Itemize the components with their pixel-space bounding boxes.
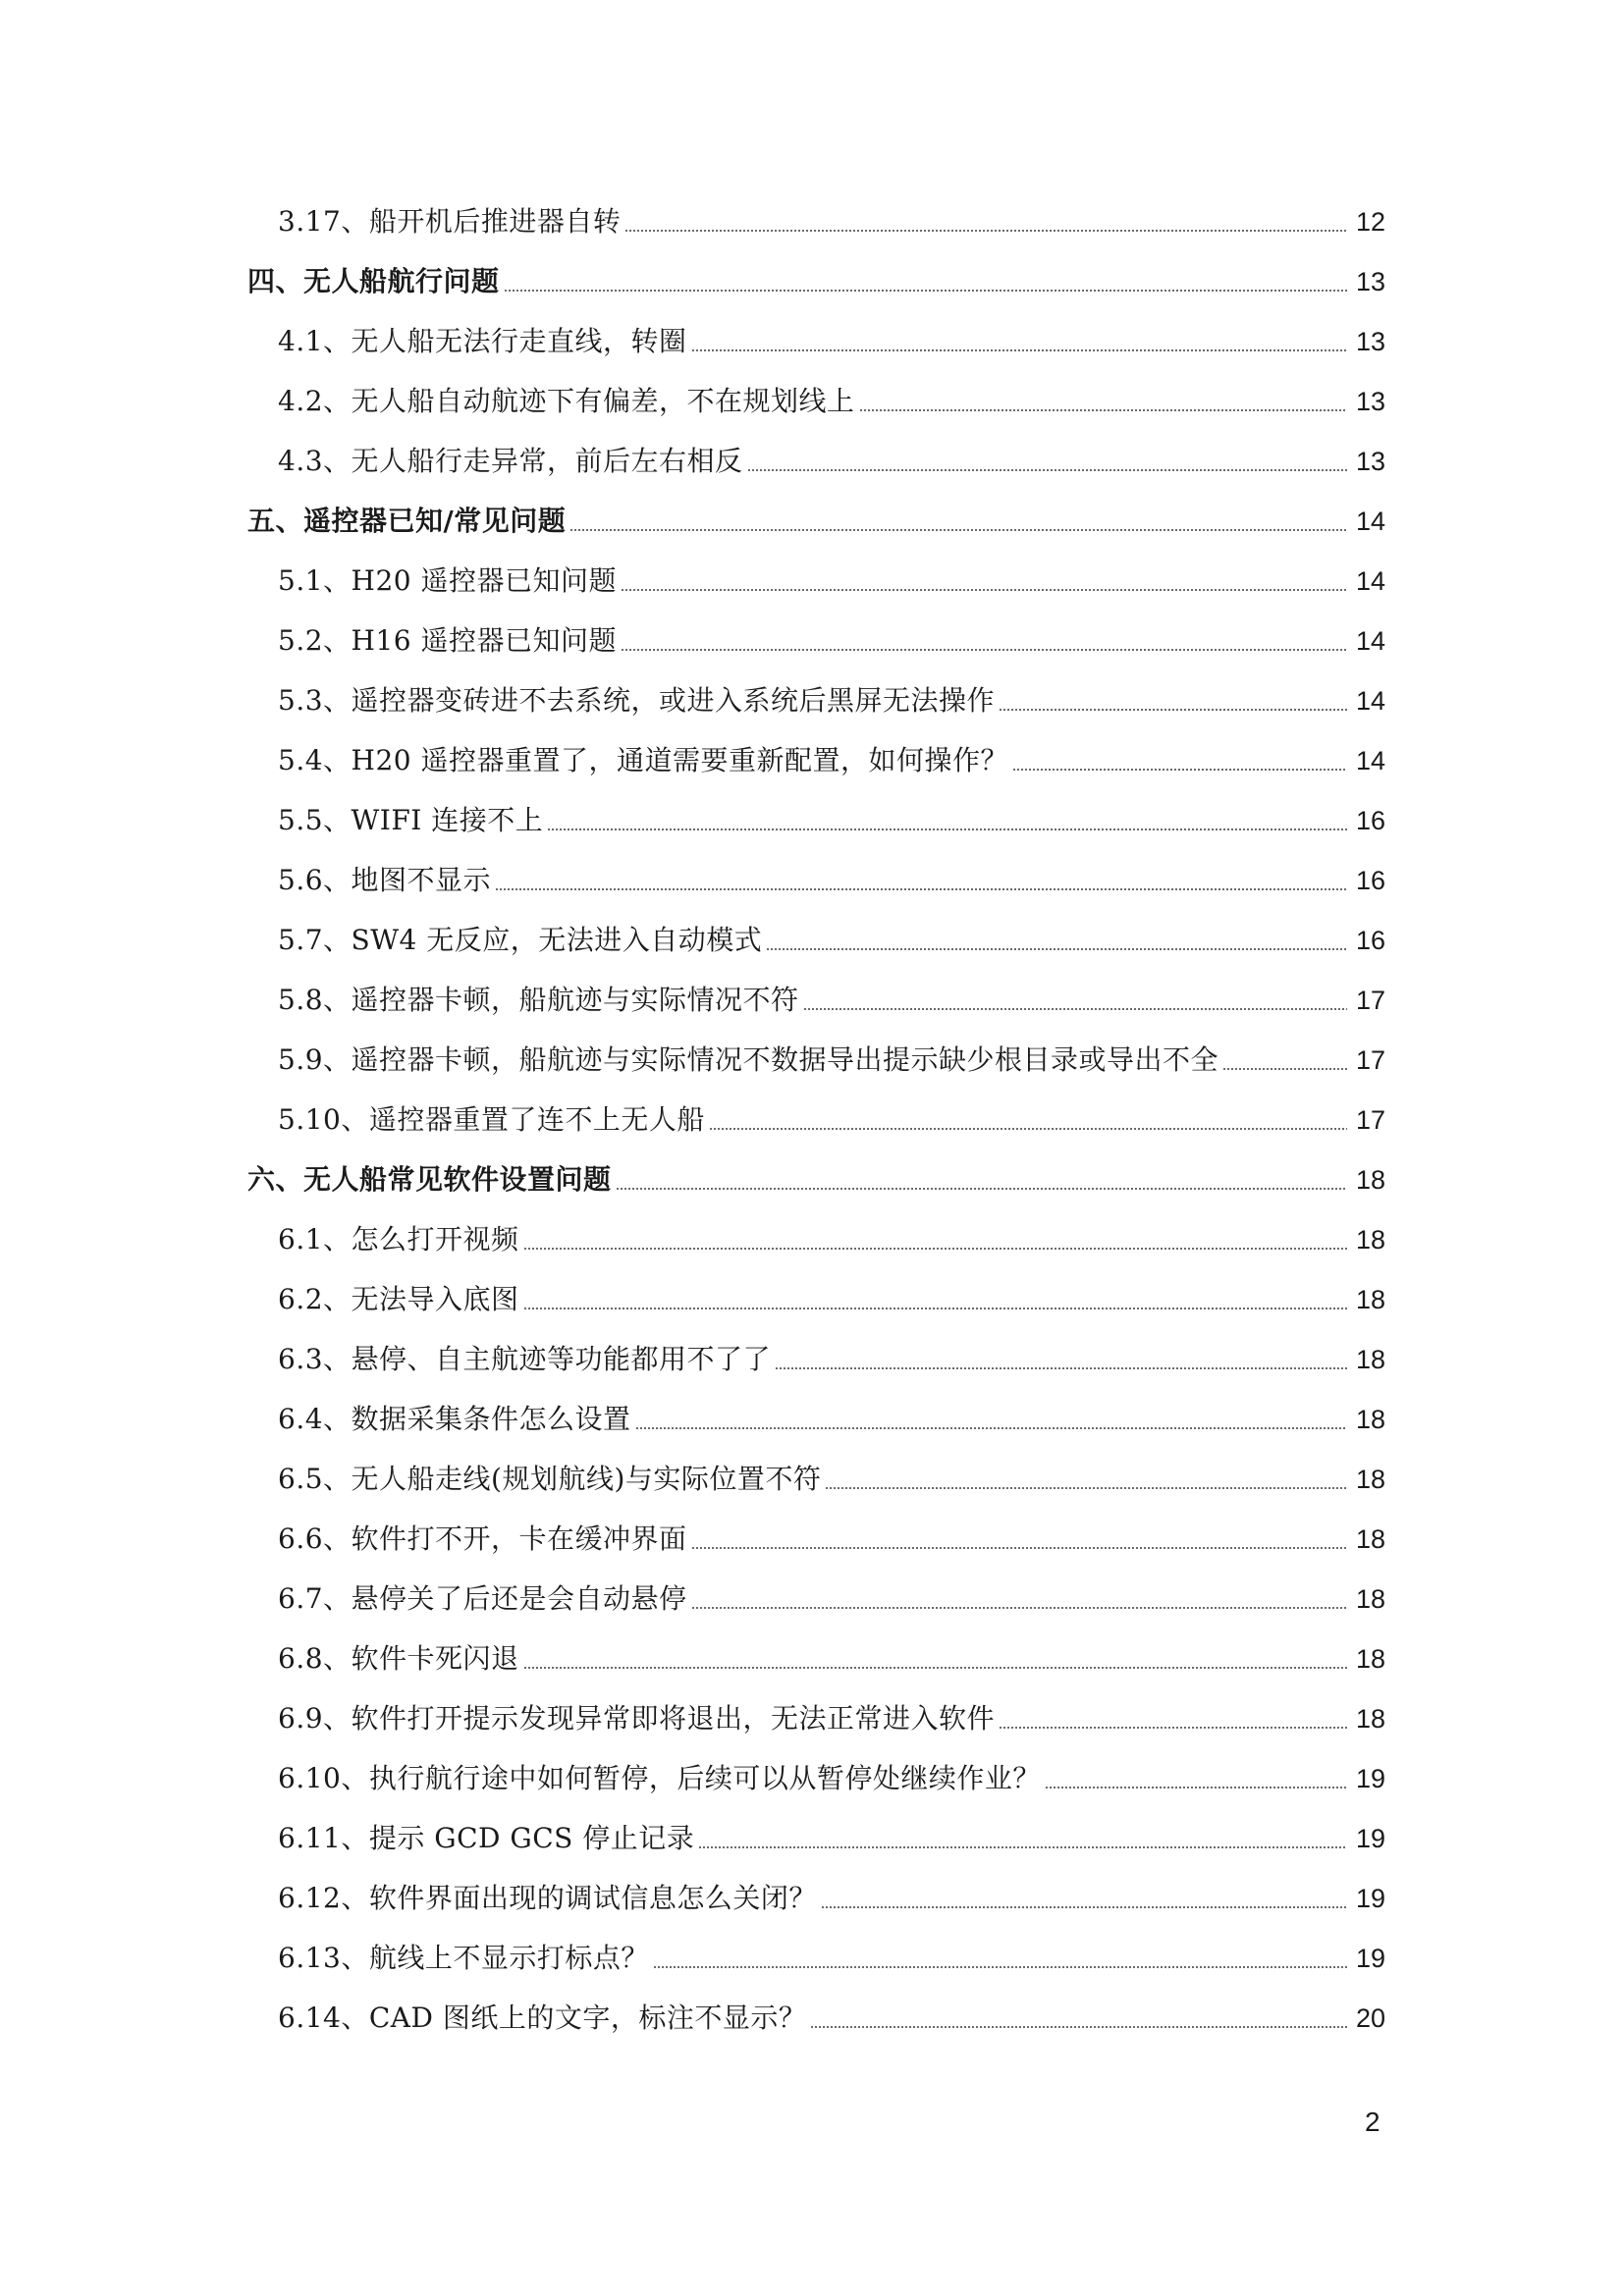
toc-entry-title: 6.1、怎么打开视频 (278, 1223, 519, 1255)
toc-dot-leader (621, 649, 1347, 651)
toc-entry-page: 18 (1355, 1285, 1385, 1314)
toc-entry-page: 14 (1355, 566, 1385, 596)
toc-subsection-entry[interactable] (278, 1330, 1385, 1375)
toc-subsection-entry[interactable] (278, 791, 1385, 836)
toc-dot-leader (504, 290, 1347, 292)
toc-dot-leader (1222, 1068, 1347, 1070)
toc-entry-page: 19 (1355, 1824, 1385, 1853)
toc-entry-title: 6.6、软件打不开，卡在缓冲界面 (278, 1522, 687, 1555)
toc-entry-title: 6.12、软件界面出现的调试信息怎么关闭？ (278, 1882, 817, 1914)
toc-subsection-entry[interactable] (278, 1749, 1385, 1794)
toc-entry-page: 16 (1355, 866, 1385, 895)
toc-section-entry[interactable] (247, 492, 1385, 537)
toc-entry-title: 6.2、无法导入底图 (278, 1283, 519, 1315)
toc-entry-title: 6.9、软件打开提示发现异常即将退出，无法正常进入软件 (278, 1702, 996, 1735)
toc-entry-page: 16 (1355, 806, 1385, 835)
toc-subsection-entry[interactable] (278, 1390, 1385, 1435)
toc-subsection-entry[interactable] (278, 552, 1385, 597)
toc-dot-leader (691, 349, 1347, 351)
toc-entry-title: 6.8、软件卡死闪退 (278, 1642, 519, 1675)
toc-subsection-entry[interactable] (278, 971, 1385, 1016)
toc-subsection-entry[interactable] (278, 1629, 1385, 1675)
toc-entry-page: 20 (1355, 2003, 1385, 2033)
toc-entry-title: 5.6、地图不显示 (278, 864, 492, 896)
toc-dot-leader (1045, 1787, 1347, 1789)
toc-subsection-entry[interactable] (278, 671, 1385, 717)
toc-dot-leader (621, 589, 1347, 591)
toc-dot-leader (859, 409, 1347, 411)
toc-entry-title: 6.10、执行航行途中如何暂停，后续可以从暂停处继续作业？ (278, 1762, 1041, 1794)
toc-subsection-entry[interactable] (278, 1210, 1385, 1255)
toc-dot-leader (624, 230, 1347, 232)
toc-entry-page: 19 (1355, 1764, 1385, 1793)
toc-subsection-entry[interactable] (278, 911, 1385, 956)
toc-dot-leader (653, 1966, 1347, 1968)
toc-entry-page: 19 (1355, 1884, 1385, 1913)
toc-entry-title: 6.7、悬停关了后还是会自动悬停 (278, 1582, 687, 1615)
toc-subsection-entry[interactable] (278, 312, 1385, 357)
toc-entry-page: 18 (1355, 1165, 1385, 1195)
toc-entry-page: 17 (1355, 1045, 1385, 1075)
toc-entry-title: 5.2、H16 遥控器已知问题 (278, 624, 617, 657)
toc-entry-page: 17 (1355, 1105, 1385, 1135)
toc-subsection-entry[interactable] (278, 1570, 1385, 1615)
toc-subsection-entry[interactable] (278, 1031, 1385, 1076)
toc-dot-leader (999, 1727, 1347, 1729)
toc-entry-title: 4.2、无人船自动航迹下有偏差，不在规划线上 (278, 385, 855, 417)
toc-dot-leader (691, 1607, 1347, 1609)
toc-subsection-entry[interactable] (278, 1869, 1385, 1914)
toc-dot-leader (821, 1906, 1347, 1908)
toc-entry-title: 4.3、无人船行走异常，前后左右相反 (278, 445, 743, 477)
toc-subsection-entry[interactable] (278, 1929, 1385, 1974)
toc-subsection-entry[interactable] (278, 851, 1385, 896)
toc-entry-page: 18 (1355, 1704, 1385, 1734)
toc-entry-page: 13 (1355, 387, 1385, 416)
toc-entry-page: 18 (1355, 1524, 1385, 1554)
toc-entry-page: 18 (1355, 1345, 1385, 1374)
toc-dot-leader (1012, 769, 1347, 771)
toc-dot-leader (803, 1008, 1347, 1010)
toc-dot-leader (495, 888, 1347, 890)
toc-dot-leader (775, 1367, 1347, 1369)
toc-subsection-entry[interactable] (278, 1270, 1385, 1315)
toc-entry-page: 17 (1355, 986, 1385, 1015)
toc-entry-title: 5.3、遥控器变砖进不去系统，或进入系统后黑屏无法操作 (278, 684, 996, 717)
toc-dot-leader (569, 529, 1347, 531)
toc-entry-title: 4.1、无人船无法行走直线，转圈 (278, 325, 687, 357)
toc-dot-leader (698, 1846, 1347, 1848)
toc-entry-title: 5.10、遥控器重置了连不上无人船 (278, 1103, 705, 1136)
toc-entry-page: 13 (1355, 447, 1385, 476)
toc-dot-leader (523, 1667, 1347, 1669)
toc-dot-leader (810, 2026, 1347, 2028)
toc-entry-page: 14 (1355, 746, 1385, 775)
toc-entry-page: 18 (1355, 1225, 1385, 1255)
toc-entry-title: 五、遥控器已知/常见问题 (247, 505, 567, 537)
toc-dot-leader (691, 1547, 1347, 1549)
toc-dot-leader (747, 469, 1347, 471)
toc-dot-leader (766, 948, 1347, 950)
toc-entry-title: 5.8、遥控器卡顿，船航迹与实际情况不符 (278, 984, 799, 1016)
toc-entry-title: 5.1、H20 遥控器已知问题 (278, 564, 617, 597)
toc-subsection-entry[interactable] (278, 1450, 1385, 1495)
toc-entry-title: 6.13、航线上不显示打标点？ (278, 1942, 649, 1974)
page-number: 2 (1365, 2107, 1380, 2137)
toc-entry-title: 6.5、无人船走线(规划航线)与实际位置不符 (278, 1463, 822, 1495)
toc-entry-title: 6.3、悬停、自主航迹等功能都用不了了 (278, 1343, 772, 1375)
toc-subsection-entry[interactable] (278, 1809, 1385, 1854)
toc-entry-page: 19 (1355, 1944, 1385, 1973)
toc-entry-title: 5.4、H20 遥控器重置了，通道需要重新配置，如何操作？ (278, 744, 1008, 776)
toc-dot-leader (999, 709, 1347, 711)
toc-subsection-entry[interactable] (278, 372, 1385, 417)
toc-entry-page: 14 (1355, 686, 1385, 716)
toc-entry-title: 6.11、提示 GCD GCS 停止记录 (278, 1822, 695, 1854)
toc-entry-title: 5.9、遥控器卡顿，船航迹与实际情况不数据导出提示缺少根目录或导出不全 (278, 1043, 1219, 1076)
toc-entry-title: 6.4、数据采集条件怎么设置 (278, 1403, 631, 1435)
toc-entry-title: 5.7、SW4 无反应，无法进入自动模式 (278, 924, 763, 956)
toc-entry-page: 14 (1355, 626, 1385, 656)
toc-subsection-entry[interactable] (278, 1989, 1385, 2034)
toc-dot-leader (547, 828, 1347, 830)
toc-entry-page: 14 (1355, 507, 1385, 536)
toc-dot-leader (635, 1427, 1347, 1429)
toc-entry-title: 6.14、CAD 图纸上的文字，标注不显示？ (278, 2002, 807, 2034)
toc-entry-page: 16 (1355, 926, 1385, 955)
toc-entry-page: 18 (1355, 1405, 1385, 1434)
toc-subsection-entry[interactable] (278, 731, 1385, 776)
toc-entry-title: 六、无人船常见软件设置问题 (247, 1163, 612, 1196)
toc-section-entry[interactable] (247, 1150, 1385, 1196)
toc-dot-leader (523, 1308, 1347, 1309)
toc-entry-page: 18 (1355, 1584, 1385, 1614)
toc-entry-title: 四、无人船航行问题 (247, 265, 500, 297)
toc-entry-page: 13 (1355, 267, 1385, 296)
toc-dot-leader (616, 1188, 1347, 1190)
toc-entry-title: 3.17、船开机后推进器自转 (278, 205, 622, 238)
toc-subsection-entry[interactable] (278, 1689, 1385, 1735)
toc-entry-page: 13 (1355, 327, 1385, 356)
toc-dot-leader (825, 1487, 1347, 1489)
toc-dot-leader (709, 1128, 1347, 1130)
toc-entry-page: 18 (1355, 1465, 1385, 1494)
toc-subsection-entry[interactable] (278, 1091, 1385, 1136)
toc-entry-page: 18 (1355, 1644, 1385, 1674)
toc-subsection-entry[interactable] (278, 192, 1385, 238)
toc-dot-leader (523, 1248, 1347, 1250)
toc-section-entry[interactable] (247, 252, 1385, 297)
toc-entry-title: 5.5、WIFI 连接不上 (278, 804, 544, 836)
toc-subsection-entry[interactable] (278, 1510, 1385, 1555)
toc-subsection-entry[interactable] (278, 432, 1385, 477)
toc-subsection-entry[interactable] (278, 612, 1385, 657)
toc-entry-page: 12 (1355, 207, 1385, 237)
